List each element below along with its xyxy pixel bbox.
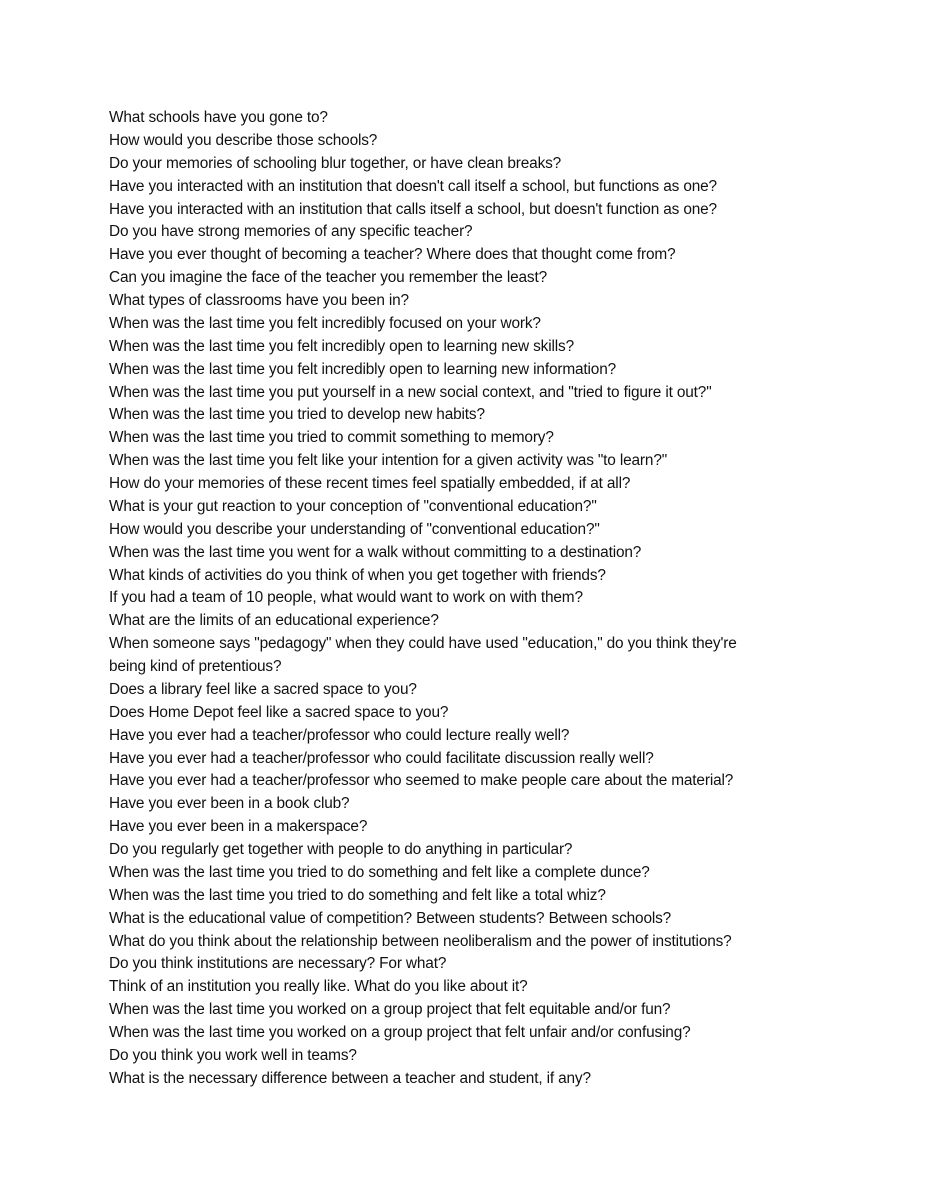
question-line: Do you have strong memories of any specific teacher? — [109, 223, 473, 241]
question-line: When was the last time you felt like your intention for a given activity was "to learn?" — [109, 452, 668, 470]
question-line: Have you ever been in a book club? — [109, 795, 350, 813]
question-line: What types of classrooms have you been in? — [109, 292, 409, 309]
question-line: Can you imagine the face of the teacher you remember the least? — [109, 269, 547, 287]
question-line: Do you think institutions are necessary? For what? — [109, 955, 447, 973]
question-line: Have you ever had a teacher/professor who could lecture really well? — [109, 726, 570, 744]
question-line: Do you regularly get together with people to do anything in particular? — [109, 841, 573, 858]
question-line: Have you ever had a teacher/professor who seemed to make people care about the material? — [109, 772, 734, 790]
question-line: How do your memories of these recent times feel spatially embedded, if at all? — [109, 475, 631, 492]
question-line: When was the last time you tried to develop new habits? — [109, 406, 485, 424]
question-line: When was the last time you tried to do something and felt like a complete dunce? — [109, 863, 650, 881]
question-line: What is the educational value of competition? Between students? Between schools? — [109, 909, 672, 927]
question-line: Have you ever thought of becoming a teacher? Where does that thought come from? — [109, 246, 676, 264]
question-line: When was the last time you felt incredibly open to learning new skills? — [109, 337, 574, 355]
question-line: If you had a team of 10 people, what would want to work on with them? — [109, 589, 583, 607]
question-line: Have you interacted with an institution that doesn't call itself a school, but functions as one? — [109, 177, 717, 195]
question-line: When was the last time you went for a walk without committing to a destination? — [109, 543, 642, 561]
question-line: Have you ever been in a makerspace? — [109, 818, 368, 836]
question-line: Do your memories of schooling blur together, or have clean breaks? — [109, 154, 562, 172]
question-line: Do you think you work well in teams? — [109, 1046, 357, 1064]
question-line: Have you ever had a teacher/professor who could facilitate discussion really well? — [109, 749, 654, 767]
question-line: How would you describe your understanding of "conventional education?" — [109, 520, 600, 538]
question-line: When was the last time you felt incredibly open to learning new information? — [109, 360, 617, 378]
question-line: When was the last time you tried to do something and felt like a total whiz? — [109, 886, 606, 904]
question-line: How would you describe those schools? — [109, 131, 378, 149]
question-line: Think of an institution you really like. What do you like about it? — [109, 978, 528, 996]
question-line: When was the last time you tried to commit something to memory? — [109, 429, 554, 447]
question-line: What schools have you gone to? — [109, 109, 328, 126]
question-line: When was the last time you worked on a group project that felt equitable and/or fun? — [109, 1001, 671, 1019]
question-line: What is your gut reaction to your conception of "conventional education?" — [109, 497, 597, 515]
question-line: Does Home Depot feel like a sacred space to you? — [109, 703, 449, 721]
document-page — [109, 107, 829, 1091]
question-line: When someone says "pedagogy" when they could have used "education," do you think they're — [109, 635, 737, 653]
question-line: What is the necessary difference between a teacher and student, if any? — [109, 1069, 591, 1087]
question-line: What do you think about the relationship between neoliberalism and the power of institutions? — [109, 932, 732, 950]
question-line: When was the last time you put yourself in a new social context, and "tried to figure it out?" — [109, 383, 712, 401]
question-line: Does a library feel like a sacred space to you? — [109, 680, 417, 698]
question-line: What kinds of activities do you think of when you get together with friends? — [109, 566, 606, 584]
question-line: What are the limits of an educational experience? — [109, 612, 439, 630]
question-line-continuation: being kind of pretentious? — [109, 658, 282, 675]
question-line: Have you interacted with an institution that calls itself a school, but doesn't function as one? — [109, 200, 717, 218]
question-line: When was the last time you worked on a group project that felt unfair and/or confusing? — [109, 1024, 691, 1041]
question-line: When was the last time you felt incredibly focused on your work? — [109, 314, 541, 332]
